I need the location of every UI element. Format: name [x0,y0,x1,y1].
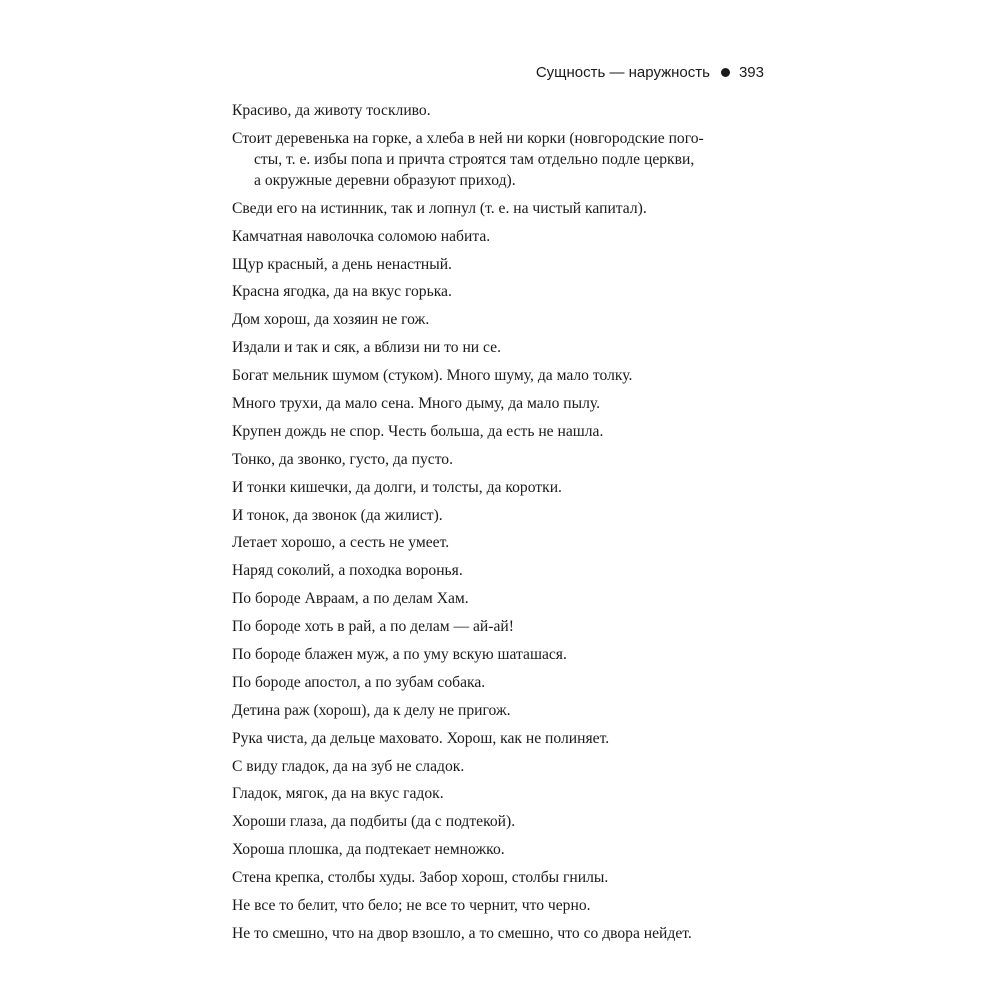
proverb-item [232,700,772,721]
proverb-line: Гладок, мягок, да на вкус гадок. [232,785,444,803]
proverb-line: И тонок, да звонок (да жилист). [232,506,443,524]
proverb-line: Богат мельник шумом (стуком). Много шуму, да мало толку. [232,367,633,385]
proverb-line: Стоит деревенька на горке, а хлеба в ней ни корки (новгородские пого- [232,129,704,147]
proverb-line: По бороде Авраам, а по делам Хам. [232,590,469,608]
proverb-item [232,728,772,749]
proverb-item [232,616,772,637]
proverb-item [232,588,772,609]
proverb-item [232,532,772,553]
proverb-item [232,672,772,693]
proverb-line: Не все то белит, что бело; не все то чернит, что черно. [232,897,591,915]
proverb-line: Детина раж (хорош), да к делу не пригож. [232,701,511,719]
proverb-line: Хороши глаза, да подбиты (да с подтекой). [232,813,516,831]
proverb-line: Наряд соколий, а походка воронья. [232,562,463,580]
proverb-item [232,923,772,944]
proverb-item [232,560,772,581]
proverb-item [232,867,772,888]
proverb-item [232,811,772,832]
proverb-line: а окружные деревни образуют приход). [254,171,516,189]
proverb-line: Издали и так и сяк, а вблизи ни то ни се. [232,339,501,357]
proverb-line: С виду гладок, да на зуб не сладок. [232,757,465,775]
proverb-item [232,477,772,498]
section-title: Сущность — наружность [535,64,710,81]
proverb-line: Дом хорош, да хозяин не гож. [232,311,430,329]
proverb-item [232,337,772,358]
proverb-line: Летает хорошо, а сесть не умеет. [232,534,450,552]
proverb-item [232,281,772,302]
proverb-item [232,505,772,526]
proverb-item [232,309,772,330]
proverb-line: Красна ягодка, да на вкус горька. [232,283,452,301]
proverb-line: Сведи его на истинник, так и лопнул (т. е. на чистый капитал). [232,199,647,217]
proverb-item [232,365,772,386]
proverb-item [232,644,772,665]
proverb-line: Рука чиста, да дельце маховато. Хорош, как не полиняет. [232,729,610,747]
running-head [536,64,764,81]
proverb-item [232,839,772,860]
proverb-line: Щур красный, а день ненастный. [232,255,452,273]
proverb-line: По бороде хоть в рай, а по делам — ай-ай! [232,618,514,636]
proverb-item [232,128,772,191]
proverb-line: Хороша плошка, да подтекает немножко. [232,841,505,859]
proverb-list [232,100,772,951]
proverb-item [232,100,772,121]
proverb-item [232,198,772,219]
proverb-item [232,226,772,247]
proverb-line: Камчатная наволочка соломою набита. [232,227,491,245]
proverb-item [232,895,772,916]
bullet-icon [721,68,730,77]
proverb-item [232,254,772,275]
page-number: 393 [738,64,764,81]
proverb-line: Тонко, да звонко, густо, да пусто. [232,450,453,468]
proverb-item [232,421,772,442]
proverb-line: Стена крепка, столбы худы. Забор хорош, столбы гнилы. [232,869,609,887]
proverb-line: Не то смешно, что на двор взошло, а то смешно, что со двора нейдет. [232,924,692,942]
proverb-line: По бороде апостол, а по зубам собака. [232,673,486,691]
proverb-line: Красиво, да животу тоскливо. [232,102,431,119]
proverb-line: По бороде блажен муж, а по уму вскую шаташася. [232,646,567,664]
proverb-line: Много трухи, да мало сена. Много дыму, да мало пылу. [232,395,600,413]
proverb-line: Крупен дождь не спор. Честь больша, да есть не нашла. [232,422,604,440]
proverb-item [232,783,772,804]
proverb-item [232,756,772,777]
proverb-line: сты, т. е. избы попа и причта строятся там отдельно подле церкви, [254,150,695,168]
proverb-line: И тонки кишечки, да долги, и толсты, да коротки. [232,478,562,496]
proverb-item [232,393,772,414]
proverb-item [232,449,772,470]
